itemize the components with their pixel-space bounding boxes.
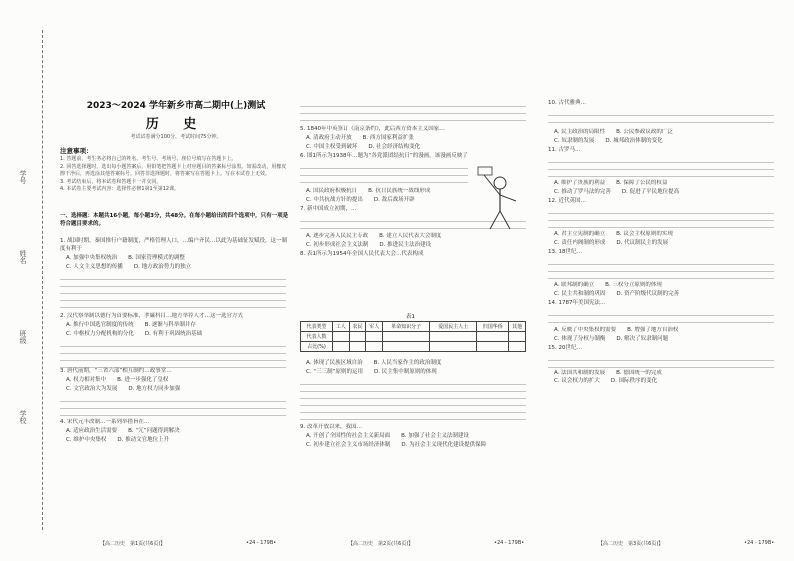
illegible-text-block [548, 156, 774, 180]
table-row [301, 332, 526, 342]
option-line: A. 民主政治的局限性 B. 公民参政议政的广泛 [554, 128, 673, 135]
option-line: A. 开创了全国性的社会主义新局面 B. 加强了社会主义法制建设 [306, 432, 469, 439]
table-header-row [301, 322, 526, 332]
page-code: •24 - 179B• [744, 540, 775, 546]
option-line: A. 权力相对集中 B. 进一步强化了皇权 [66, 376, 169, 383]
table-header-cell: 爱国民主人士 [430, 322, 477, 332]
table-cell [366, 332, 383, 342]
binding-label: 姓名 [19, 250, 27, 264]
table-cell [383, 332, 430, 342]
option-line: C. “三三制”原则的运用 D. 民主集中制原则的体现 [306, 368, 437, 375]
page-footer: 【高二历史 第1页(共6页)】 [100, 541, 166, 547]
table-header-cell: 其他 [509, 322, 526, 332]
option-line: A. 维护了贵族的利益 B. 保障了公民的权益 [554, 179, 668, 186]
section-heading: 一、选择题：本题共16小题，每小题3分，共48分。在每小题给出的四个选项中，只有一项是符合题目要求的。 [60, 213, 289, 227]
illegible-text-block [548, 309, 774, 327]
question-line: 11. 古罗马… [548, 146, 581, 153]
option-line: A. 推行中国选官制度的传统 B. 逐渐与科举制并存 [66, 321, 196, 328]
table-cell: 占比(%) [301, 342, 333, 352]
note-item: 3. 考试结束后，将本试卷和答题卡一并交回。 [60, 178, 162, 185]
left-column-questions [60, 238, 288, 446]
question-line: 9. 改革开放以来，我国… [300, 423, 362, 430]
table-cell [430, 342, 477, 352]
table-cell: 代表人数 [301, 332, 333, 342]
table-cell [509, 342, 526, 352]
page-footer: 【高二历史 第2页(共6页)】 [348, 541, 414, 547]
question-line: 5. 1840年中英签订《南京条约》，此后西方资本主义国家… [300, 126, 445, 132]
table-1 [300, 321, 526, 352]
table-header-cell: 代表类型 [301, 322, 333, 332]
option-line: C. 人文主义思想的传播 D. 地方政治势力的独立 [66, 263, 192, 270]
table-cell [349, 332, 366, 342]
option-line: C. 中枢权力分配机构的分化 D. 有利于巩固统治基础 [66, 330, 203, 337]
illegible-text-block [60, 340, 286, 368]
illegible-text-block [300, 378, 526, 424]
option-line: C. 维护中央集权 D. 推动文官地位上升 [66, 436, 170, 443]
option-line: C. 责任内阁制的形成 D. 代议制民主的发展 [554, 239, 669, 246]
table-header-cell: 农民 [349, 322, 366, 332]
option-line: A. 体现了民族区域自治 B. 人民当家作主的政治制度 [306, 360, 442, 366]
option-line: C. 中共抗战方针的提出 D. 敌后战场开辟 [306, 196, 415, 203]
table-cell [477, 332, 509, 342]
option-line: A. 反映了中央集权的需要 B. 增强了地方自治权 [554, 326, 679, 333]
option-line: A. 逐步完善人民民主专政 B. 建立人民代表大会制度 [306, 232, 442, 239]
option-line: C. 初步建立社会主义市场经济体制 D. 为社会主义现代化建设提供保障 [306, 441, 487, 448]
question-line: 6. 图1所示为1938年…题为“各党派团结抗日”的漫画。该漫画反映了 [300, 152, 468, 159]
table-cell [349, 342, 366, 352]
page-code: •24 - 179B• [246, 540, 277, 546]
page-footer: 【高二历史 第3页(共6页)】 [598, 541, 664, 547]
exam-meta: 考试试卷满分100分，考试时间75分钟。 [130, 134, 222, 140]
question-line: 13. 18世纪… [548, 248, 582, 255]
binding-label: 学校 [19, 410, 27, 424]
option-line: C. 推动了罗马法的完善 D. 促进了平民地位提高 [554, 188, 680, 195]
note-item: 1. 答题前，考生务必将自己的姓名、考生号、考场号、座位号填写在答题卡上。 [60, 156, 237, 162]
table-header-cell: 军人 [366, 322, 383, 332]
question-line: 1. 战国时期，秦国推行户籍制度，严格管理人口，…编户齐民…以此为基础征发赋役，这一制度有利于 [60, 238, 287, 252]
binding-dashed-line [42, 30, 43, 530]
table-header-cell: 革命知识分子 [383, 322, 430, 332]
cartoon-figure-1 [476, 163, 524, 235]
question-line: 10. 古代雅典… [548, 100, 586, 106]
illegible-text-block [60, 395, 286, 419]
option-line: A. 君主立宪制的确立 B. 议会主权原则的实现 [554, 230, 673, 237]
table-cell [477, 342, 509, 352]
table-cell [366, 342, 383, 352]
option-line: C. 文官政治大为发展 D. 地方权力同步加强 [66, 385, 181, 392]
option-line: A. 联邦制的确立 B. 三权分立原则的体现 [554, 281, 662, 288]
option-line: C. 奴隶制的发展 D. 城邦政治体制的变化 [554, 137, 663, 144]
table-cell [332, 332, 349, 342]
exam-title: 2023～2024 学年新乡市高二期中(上)测试 [86, 101, 266, 111]
option-line: C. 议会权力的扩大 D. 国际秩序的变化 [554, 378, 658, 385]
page-code: •24 - 179B• [494, 540, 525, 546]
question-line: 3. 唐代前期，“三省六部”相互制约…政事堂… [60, 367, 172, 374]
notes-list [60, 156, 288, 194]
table-cell [332, 342, 349, 352]
table-cell [509, 332, 526, 342]
table-caption: 表1 [406, 314, 415, 320]
illegible-text-block [300, 162, 468, 188]
option-line: A. 清政府主动开放 B. 西方国家利益扩张 [306, 134, 414, 141]
binding-margin [6, 0, 58, 561]
illegible-text-block [548, 207, 774, 231]
middle-column-lower [300, 360, 528, 451]
option-line: A. 国民政府积极抗日 B. 抗日民族统一战线形成 [306, 187, 431, 194]
table-header-cell: 工人 [332, 322, 349, 332]
option-line: A. 加强中央集权统治 B. 国家管理模式的调整 [66, 254, 185, 261]
right-column-questions [548, 100, 776, 387]
illegible-text-block [548, 354, 774, 370]
exam-subject: 历 史 [145, 117, 207, 132]
table-row [301, 342, 526, 352]
question-line: 8. 表1所示为1954年全国人民代表大会…代表构成 [300, 250, 424, 257]
option-line: C. 体现了分权与制衡 D. 解决了奴隶制问题 [554, 335, 669, 342]
question-line: 14. 1787年美国宪法… [548, 299, 606, 306]
option-line: A. 法国共和制的发展 B. 德国统一的完成 [554, 369, 662, 376]
illegible-text-block [60, 273, 286, 313]
table-header-cell: 归国华侨 [477, 322, 509, 332]
table-cell [383, 342, 430, 352]
table-cell [430, 332, 477, 342]
option-line: C. 民主共和制的巩固 D. 资产阶级代议制的完善 [554, 290, 680, 297]
option-line: A. 适应政治生活需要 B. “冗”问题得到解决 [66, 427, 180, 434]
note-item: 4. 本试卷主要考试内容：选择性必修1第1至第12课。 [60, 186, 180, 192]
option-line: C. 初步形成社会主义法制 D. 推进民主法治建设 [306, 241, 432, 248]
question-line: 7. 新中国成立初期，… [300, 205, 357, 212]
illegible-text-block [548, 109, 774, 129]
question-line: 15. 20世纪… [548, 344, 582, 351]
notes-heading: 注意事项： [60, 147, 93, 155]
option-line: C. 中国主权受到破坏 D. 社会经济结构变化 [306, 143, 421, 150]
binding-label: 学号 [19, 170, 27, 184]
question-line: 2. 汉代察举制以德行为首要标准，孝廉科目…地方举荐人才…这一选官方式 [60, 312, 243, 319]
illegible-text-block [548, 258, 774, 282]
question-line: 4. 宋代元丰改制…一系列举措旨在… [60, 418, 150, 425]
question-line: 12. 近代英国… [548, 197, 586, 204]
illegible-text-block [300, 100, 526, 126]
binding-label: 班级 [19, 330, 27, 344]
note-item: 2. 回答选择题时，选出每小题答案后，用铅笔把答题卡上对应题目的答案标号涂黑。如需改动，用橡皮擦干净后，再选涂其他答案标号。回答非选择题时，将答案写在答题卡上。写在本试卷上无效。 [60, 163, 287, 177]
